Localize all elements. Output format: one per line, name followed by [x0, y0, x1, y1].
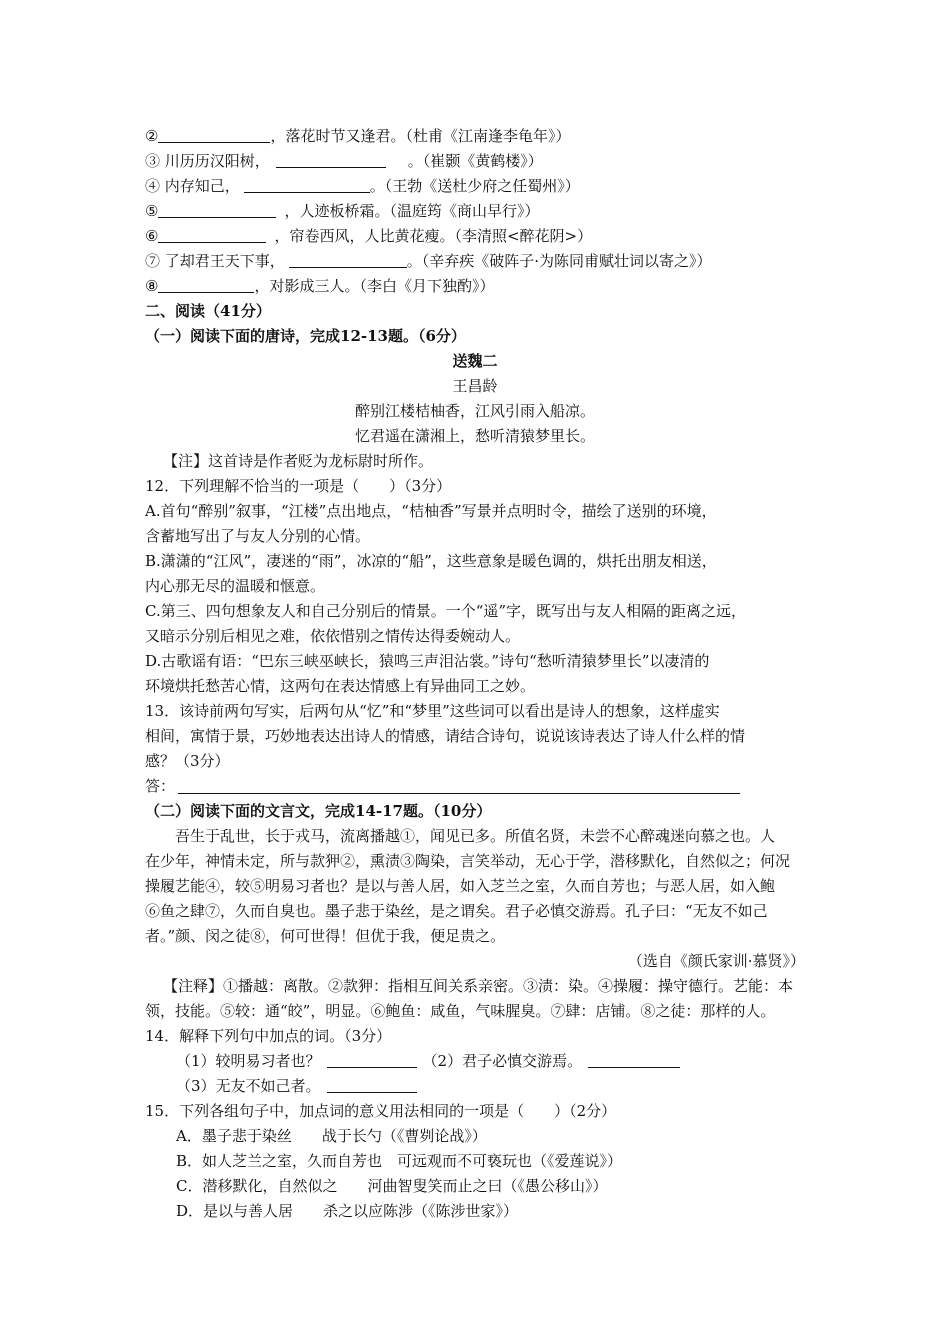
- option-d: D．是以与善人居 杀之以应陈涉（《陈涉世家》）: [176, 1202, 519, 1220]
- question-13-cont: 相间，寓情于景，巧妙地表达出诗人的情感，请结合诗句，说说该诗表达了诗人什么样的情: [145, 727, 746, 745]
- passage-line: 吾生于乱世，长于戎马，流离播越①，闻见已多。所值名贤，未尝不心醉魂迷向慕之也。人: [175, 827, 776, 845]
- answer-blank[interactable]: [588, 1052, 680, 1068]
- fill-line-7: ⑦ 了却君王天下事， 。（辛弃疾《破阵子·为陈同甫赋壮词以寄之》）: [145, 252, 712, 270]
- passage-line: ⑥鱼之肆⑦，久而自臭也。墨子悲于染丝，是之谓矣。君子必慎交游焉。孔子曰：“无友不如己: [145, 902, 768, 920]
- fill-line-5: ⑤ ，人迹板桥霜。（温庭筠《商山早行》）: [145, 202, 540, 220]
- passage-source: （选自《颜氏家训·慕贤》）: [627, 952, 805, 970]
- answer-blank[interactable]: [327, 1077, 417, 1093]
- option-c-cont: 又暗示分别后相见之难，依依惜别之情传达得委婉动人。: [145, 627, 521, 645]
- fill-line-6: ⑥ ，帘卷西风，人比黄花瘦。（李清照<醉花阴>）: [145, 227, 593, 245]
- passage-line: 操履艺能④，较⑤明易习者也？是以与善人居，如入芝兰之室，久而自芳也；与恶人居，如入鲍: [145, 877, 776, 895]
- passage-line: 在少年，神情未定，所与款狎②，熏渍③陶染，言笑举动，无心于学，潜移默化，自然似之；何况: [145, 852, 791, 870]
- answer-blank[interactable]: [244, 177, 370, 193]
- part1-heading: （一）阅读下面的唐诗，完成12-13题。（6分）: [145, 327, 466, 345]
- question-13: 13．该诗前两句写实，后两句从“忆”和“梦里”这些词可以看出是诗人的想象，这样虚实: [145, 702, 720, 720]
- poem-title: 送魏二: [452, 352, 498, 370]
- annotation-line: 【注释】①播越：离散。②款狎：指相互间关系亲密。③渍：染。④操履：操守德行。艺能：本: [163, 977, 794, 995]
- question-15: 15．下列各组句子中，加点词的意义用法相同的一项是（ ）（2分）: [145, 1102, 617, 1120]
- answer-blank[interactable]: [276, 152, 386, 168]
- option-a: A.首句“醉别”叙事，“江楼”点出地点，“桔柚香”写景并点明时令，描绘了送别的环境，: [145, 502, 717, 520]
- fill-line-3: ③ 川历历汉阳树， 。（崔颢《黄鹤楼》）: [145, 152, 543, 170]
- fill-line-8: ⑧ ，对影成三人。（李白《月下独酌》）: [145, 277, 495, 295]
- option-b: B.潇潇的“江风”，凄迷的“雨”，冰凉的“船”，这些意象是暖色调的，烘托出朋友相送，: [145, 552, 717, 570]
- poem-note: 【注】这首诗是作者贬为龙标尉时所作。: [163, 452, 434, 470]
- option-a: A．墨子悲于染丝 战于长勺（《曹刿论战》）: [176, 1127, 487, 1145]
- passage-line: 者。”颜、闵之徒⑧，何可世得！但优于我，便足贵之。: [145, 927, 506, 945]
- poem-line: 醉别江楼桔柚香，江风引雨入船凉。: [354, 402, 595, 420]
- fill-line-2: ② ，落花时节又逢君。（杜甫《江南逢李龟年》）: [145, 127, 571, 145]
- answer-blank[interactable]: [289, 252, 407, 268]
- answer-blank[interactable]: [158, 227, 266, 243]
- part2-heading: （二）阅读下面的文言文，完成14-17题。（10分）: [145, 802, 492, 820]
- answer-label: 答：: [145, 777, 176, 795]
- fill-line-4: ④ 内存知己， 。（王勃《送杜少府之任蜀州》）: [145, 177, 580, 195]
- poem-author: 王昌龄: [452, 377, 498, 395]
- answer-blank[interactable]: [327, 1052, 417, 1068]
- answer-blank[interactable]: [158, 277, 254, 293]
- option-d-cont: 环境烘托愁苦心情，这两句在表达情感上有异曲同工之妙。: [145, 677, 536, 695]
- poem-line: 忆君遥在潇湘上，愁听清猿梦里长。: [354, 427, 595, 445]
- question-14: 14．解释下列句中加点的词。（3分）: [145, 1027, 392, 1045]
- option-a-cont: 含蓄地写出了与友人分别的心情。: [145, 527, 371, 545]
- option-d: D.古歌谣有语：“巴东三峡巫峡长，猿鸣三声泪沾裳。”诗句“愁听清猿梦里长”以凄清的: [145, 652, 710, 670]
- option-b: B．如人芝兰之室，久而自芳也 可远观而不可亵玩也（《爱莲说》）: [176, 1152, 623, 1170]
- answer-blank[interactable]: [158, 127, 270, 143]
- question-12: 12．下列理解不恰当的一项是（ ）（3分）: [145, 477, 452, 495]
- answer-blank[interactable]: [158, 202, 276, 218]
- question-13-cont: 感？（3分）: [145, 752, 230, 770]
- question-14-item3: （3）无友不如己者。: [176, 1076, 417, 1096]
- option-c: C．潜移默化，自然似之 河曲智叟笑而止之曰（《愚公移山》）: [176, 1177, 608, 1195]
- section-heading: 二、阅读（41分）: [145, 302, 271, 320]
- option-c: C.第三、四句想象友人和自己分别后的情景。一个“遥”字，既写出与友人相隔的距离之远，: [145, 602, 747, 620]
- answer-line[interactable]: [178, 793, 740, 794]
- question-14-items: （1）较明易习者也？ （2）君子必慎交游焉。: [176, 1051, 680, 1071]
- option-b-cont: 内心那无尽的温暖和惬意。: [145, 577, 326, 595]
- annotation-line: 领，技能。⑤较：通“皎”，明显。⑥鲍鱼：咸鱼，气味腥臭。⑦肆：店铺。⑧之徒：那样的人。: [145, 1002, 776, 1020]
